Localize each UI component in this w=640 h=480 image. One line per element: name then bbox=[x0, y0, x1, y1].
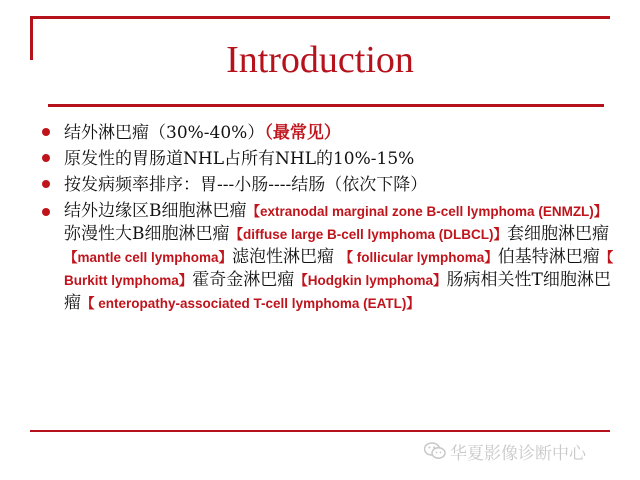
bullet-dot bbox=[42, 180, 50, 188]
bullet-emphasis: （最常见） bbox=[264, 123, 341, 143]
watermark-text: 华夏影像诊断中心 bbox=[450, 443, 586, 464]
bullet-text: 肠病相关性T细胞淋巴瘤 bbox=[64, 270, 611, 313]
bullet-text: 套细胞淋巴瘤 bbox=[507, 224, 610, 244]
bullet-item bbox=[38, 120, 618, 146]
bullet-dot bbox=[42, 128, 50, 136]
english-term: 【 enteropathy-associated T-cell lymphoma (EATL)】 bbox=[81, 296, 420, 311]
english-term: 【 follicular lymphoma】 bbox=[339, 250, 498, 265]
bullet-text: 结外边缘区B细胞淋巴瘤 bbox=[64, 201, 247, 221]
bottom-rule bbox=[30, 430, 610, 432]
english-term: 【mantle cell lymphoma】 bbox=[64, 250, 233, 265]
bullet-text: 弥漫性大B细胞淋巴瘤 bbox=[64, 224, 230, 244]
bullet-item bbox=[38, 172, 618, 200]
wechat-icon bbox=[424, 442, 446, 460]
bullet-text: 滤泡性淋巴瘤 bbox=[232, 247, 340, 267]
bullet-dot bbox=[42, 154, 50, 162]
slide-title: Introduction bbox=[226, 39, 414, 81]
bullet-text: 按发病频率排序：胃---小肠----结肠（依次下降） bbox=[64, 175, 428, 195]
bullet-text: 霍奇金淋巴瘤 bbox=[192, 270, 295, 290]
english-term: 【Hodgkin lymphoma】 bbox=[294, 273, 447, 288]
bullet-item bbox=[38, 146, 618, 172]
title-underline bbox=[48, 104, 604, 107]
english-term: 【extranodal marginal zone B-cell lymphoma (ENMZL)】 bbox=[246, 204, 608, 219]
watermark bbox=[424, 439, 586, 463]
bullet-dot bbox=[42, 208, 50, 216]
bullet-list bbox=[38, 120, 618, 315]
frame-top-rule bbox=[30, 16, 610, 19]
english-term: 【 Burkitt lymphoma】 bbox=[64, 250, 614, 288]
english-term: 【diffuse large B-cell lymphoma (DLBCL)】 bbox=[229, 227, 508, 242]
bullet-text: 原发性的胃肠道NHL占所有NHL的10%-15% bbox=[64, 149, 415, 169]
bullet-text: 结外淋巴瘤（30%-40%） bbox=[64, 123, 265, 143]
bullet-text: 伯基特淋巴瘤 bbox=[497, 247, 600, 267]
bullet-item-lymphoma-types bbox=[38, 200, 618, 315]
